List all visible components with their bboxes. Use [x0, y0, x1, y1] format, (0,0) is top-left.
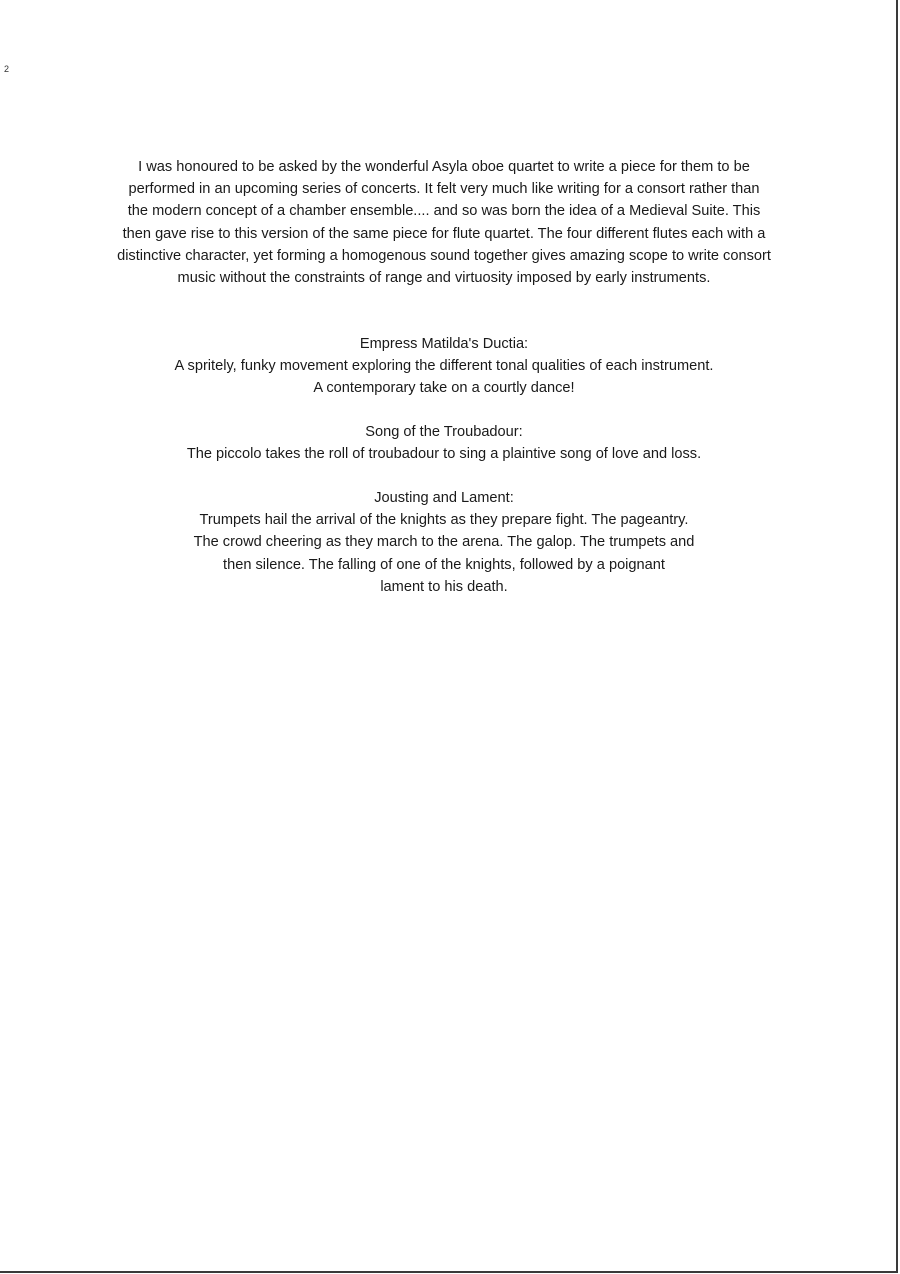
movement-description-line: The piccolo takes the roll of troubadour to sing a plaintive song of love and loss.	[186, 446, 702, 463]
movement-description-line: A contemporary take on a courtly dance!	[313, 380, 575, 397]
movement-description-line: lament to his death.	[380, 578, 508, 595]
movement-description-line: then silence. The falling of one of the knights, followed by a poignant	[223, 556, 665, 573]
intro-line: the modern concept of a chamber ensemble.... and so was born the idea of a Medieval Suite. This	[127, 203, 761, 220]
movement-song-of-troubadour	[62, 421, 826, 465]
movement-title: Empress Matilda's Ductia:	[359, 336, 529, 352]
movement-description-line: The crowd cheering as they march to the arena. The galop. The trumpets and	[193, 534, 695, 551]
movement-jousting-and-lament	[62, 487, 826, 598]
movement-title: Jousting and Lament:	[374, 490, 514, 506]
page-number: 2	[4, 64, 10, 74]
movement-title: Song of the Troubadour:	[365, 424, 523, 440]
intro-line: distinctive character, yet forming a homogenous sound together gives amazing scope to write consort	[117, 247, 771, 264]
intro-line: performed in an upcoming series of concerts. It felt very much like writing for a consort rather than	[128, 181, 760, 198]
movement-description-line: A spritely, funky movement exploring the different tonal qualities of each instrument.	[174, 358, 714, 375]
intro-line: then gave rise to this version of the same piece for flute quartet. The four different flutes each with a	[122, 225, 766, 242]
movement-description-line: Trumpets hail the arrival of the knights as they prepare fight. The pageantry.	[199, 512, 689, 529]
intro-paragraph	[62, 156, 826, 289]
movement-empress-matilda	[62, 333, 826, 400]
intro-line: music without the constraints of range and virtuosity imposed by early instruments.	[177, 270, 711, 287]
intro-line: I was honoured to be asked by the wonderful Asyla oboe quartet to write a piece for them to be	[138, 159, 750, 175]
